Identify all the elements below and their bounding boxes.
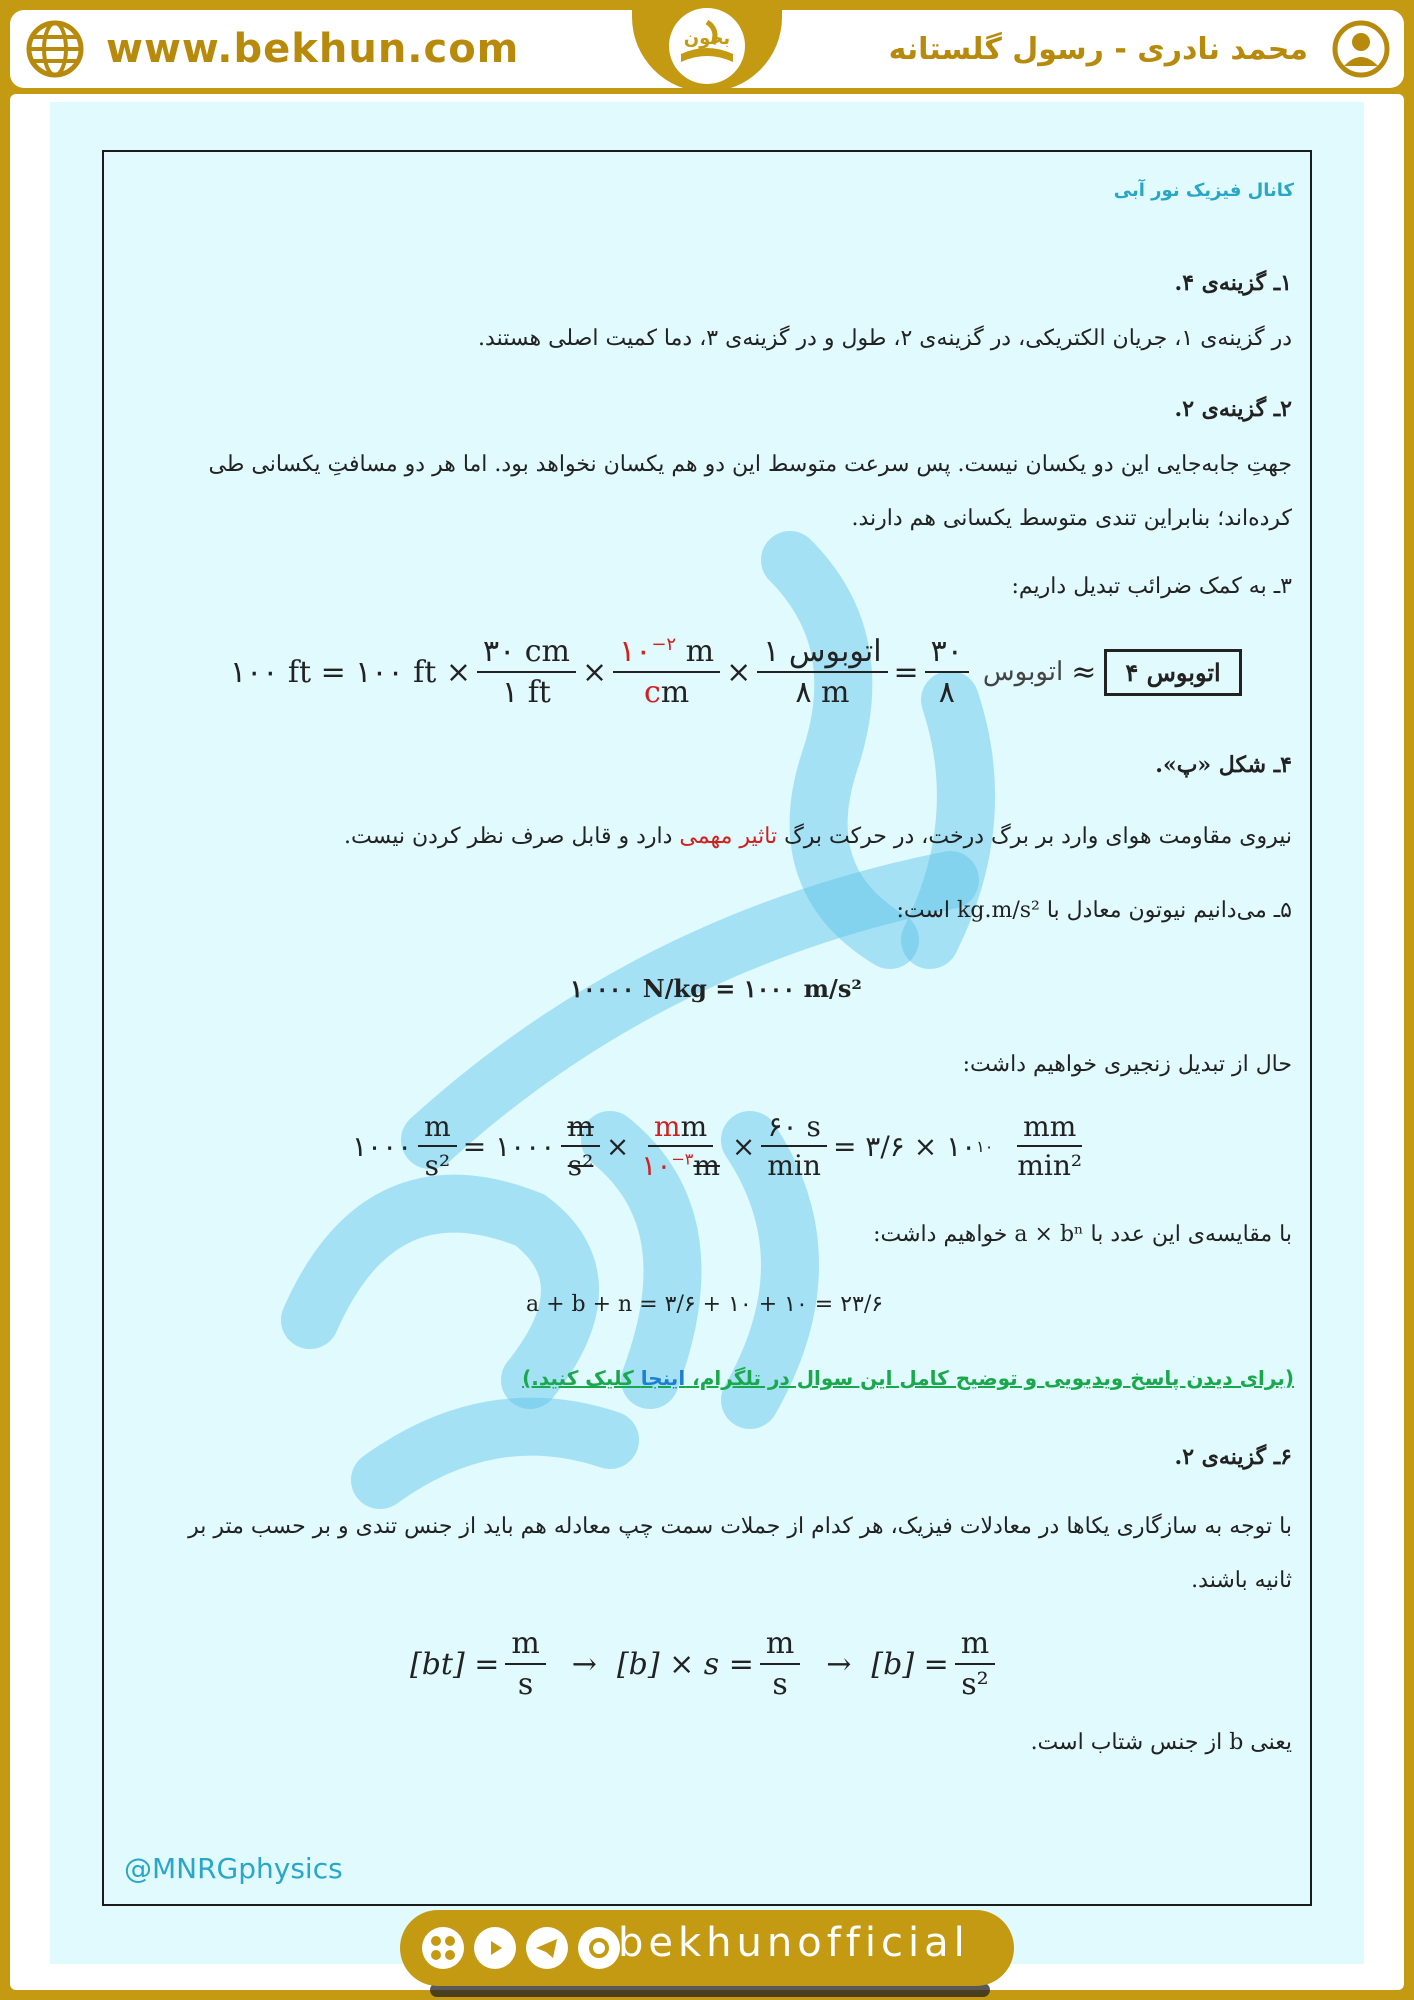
footer-social-bar <box>400 1910 1014 1986</box>
compare-text: با مقایسه‌ی این عدد با a × bⁿ خواهیم داشت: <box>873 1222 1292 1247</box>
eq3-unit: اتوبوس <box>982 657 1064 687</box>
instagram-icon[interactable] <box>578 1927 620 1969</box>
answer-6: ۶ـ گزینه‌ی ۲. <box>1174 1444 1292 1470</box>
highlight-text: تاثیر مهمی <box>679 824 778 849</box>
eq3-fraction-2: $\frac{۱۰^{-۲} m}{cm}$ <box>613 634 720 710</box>
answer-5-intro: ۵ـ می‌دانیم نیوتون معادل با kg.m/s² است: <box>896 898 1292 923</box>
eq3-lhs: ۱۰۰ ft = ۱۰۰ ft × <box>230 654 471 690</box>
conclusion: یعنی b از جنس شتاب است. <box>1030 1730 1292 1755</box>
answer-2-line2: کرده‌اند؛ بنابراین تندی متوسط یکسانی هم دارند. <box>851 506 1292 531</box>
answer-4-text: نیروی مقاومت هوای وارد بر برگ درخت، در حرکت برگ تاثیر مهمی دارد و قابل صرف نظر کردن نیست. <box>344 824 1292 849</box>
user-icon <box>1332 20 1390 78</box>
youtube-icon[interactable] <box>474 1927 516 1969</box>
eq3-fraction-4: $\frac{۳۰}{۸}$ <box>925 634 969 710</box>
answer-2-line1: جهتِ جابه‌جایی این دو یکسان نیست. پس سرعت متوسط این دو هم یکسان نخواهد بود. اما هر دو مسافتِ یکسانی طی <box>208 452 1292 477</box>
social-handle[interactable]: bekhunofficial <box>618 1920 970 1966</box>
logo <box>632 0 782 92</box>
svg-text:بخون: بخون <box>683 28 731 49</box>
telegram-icon[interactable] <box>526 1927 568 1969</box>
equation-5a: ۱۰۰۰۰ N/kg = ۱۰۰۰ m/s² <box>570 974 862 1003</box>
answer-1: ۱ـ گزینه‌ی ۴. <box>1174 270 1292 296</box>
answer-1-text: در گزینه‌ی ۱، جریان الکتریکی، در گزینه‌ی ۲، طول و در گزینه‌ی ۳، دما کمیت اصلی هستند. <box>478 326 1292 351</box>
answer-6-line1: با توجه به سازگاری یکاها در معادلات فیزیک، هر کدام از جملات سمت چپ معادله هم باید از جنس تندی و بر حسب متر بر <box>188 1514 1292 1539</box>
social-icons <box>422 1927 620 1969</box>
eq3-fraction-3: $\frac{\text{اتوبوس ۱}}{۸ m}$ <box>757 634 887 710</box>
eq3-fraction-1: $\frac{۳۰ cm}{۱ ft}$ <box>477 634 576 710</box>
equation-6: [bt] = $\frac{m}{s}$ → [b] × s = $\frac{m}{s}$ → [b] = $\frac{m}{\text{s²}}$ <box>410 1626 1001 1702</box>
globe-icon[interactable] <box>26 20 84 78</box>
answer-2: ۲ـ گزینه‌ی ۲. <box>1174 396 1292 422</box>
sum-equation: a + b + n = ۳/۶ + ۱۰ + ۱۰ = ۲۳/۶ <box>526 1292 884 1317</box>
equation-5b: ۱۰۰۰ $\frac{m}{\text{s²}}$ = ۱۰۰۰ $\frac{m}{\text{s²}}$ × $\frac{mm}{۱۰^{-۳}m}$ × $\frac{۶۰ s}{\min}$ = ۳/۶ × ۱۰ ۱۰ $\frac{mm}{\text{min²}}$ <box>352 1110 1083 1182</box>
aparat-icon[interactable] <box>422 1927 464 1969</box>
chain-intro: حال از تبدیل زنجیری خواهیم داشت: <box>962 1052 1292 1077</box>
here-link[interactable]: اینجا <box>640 1366 686 1390</box>
book-logo-icon <box>647 4 767 88</box>
channel-handle: @MNRGphysics <box>124 1852 343 1885</box>
answer-3-intro: ۳ـ به کمک ضرائب تبدیل داریم: <box>1011 574 1292 599</box>
telegram-link[interactable]: (برای دیدن پاسخ ویدیویی و توضیح کامل این سوال در تلگرام، اینجا کلیک کنید.) <box>522 1366 1294 1390</box>
equation-3: ۱۰۰ ft = ۱۰۰ ft × $\frac{۳۰ cm}{۱ ft}$ × $\frac{۱۰^{-۲} m}{cm}$ × $\frac{\text{اتوبوس ۱}}{۸ m}$ = $\frac{۳۰}{۸}$ اتوبوس ≈ اتوبوس ۴ <box>230 634 1242 710</box>
eq3-result-box: اتوبوس ۴ <box>1104 649 1241 696</box>
author-names: محمد نادری - رسول گلستانه <box>888 32 1308 67</box>
channel-label: کانال فیزیک نور آبی <box>1113 180 1294 201</box>
site-url[interactable]: www.bekhun.com <box>106 26 520 72</box>
answer-6-line2: ثانیه باشند. <box>1191 1568 1292 1593</box>
answer-4: ۴ـ شکل «پ». <box>1155 752 1292 778</box>
